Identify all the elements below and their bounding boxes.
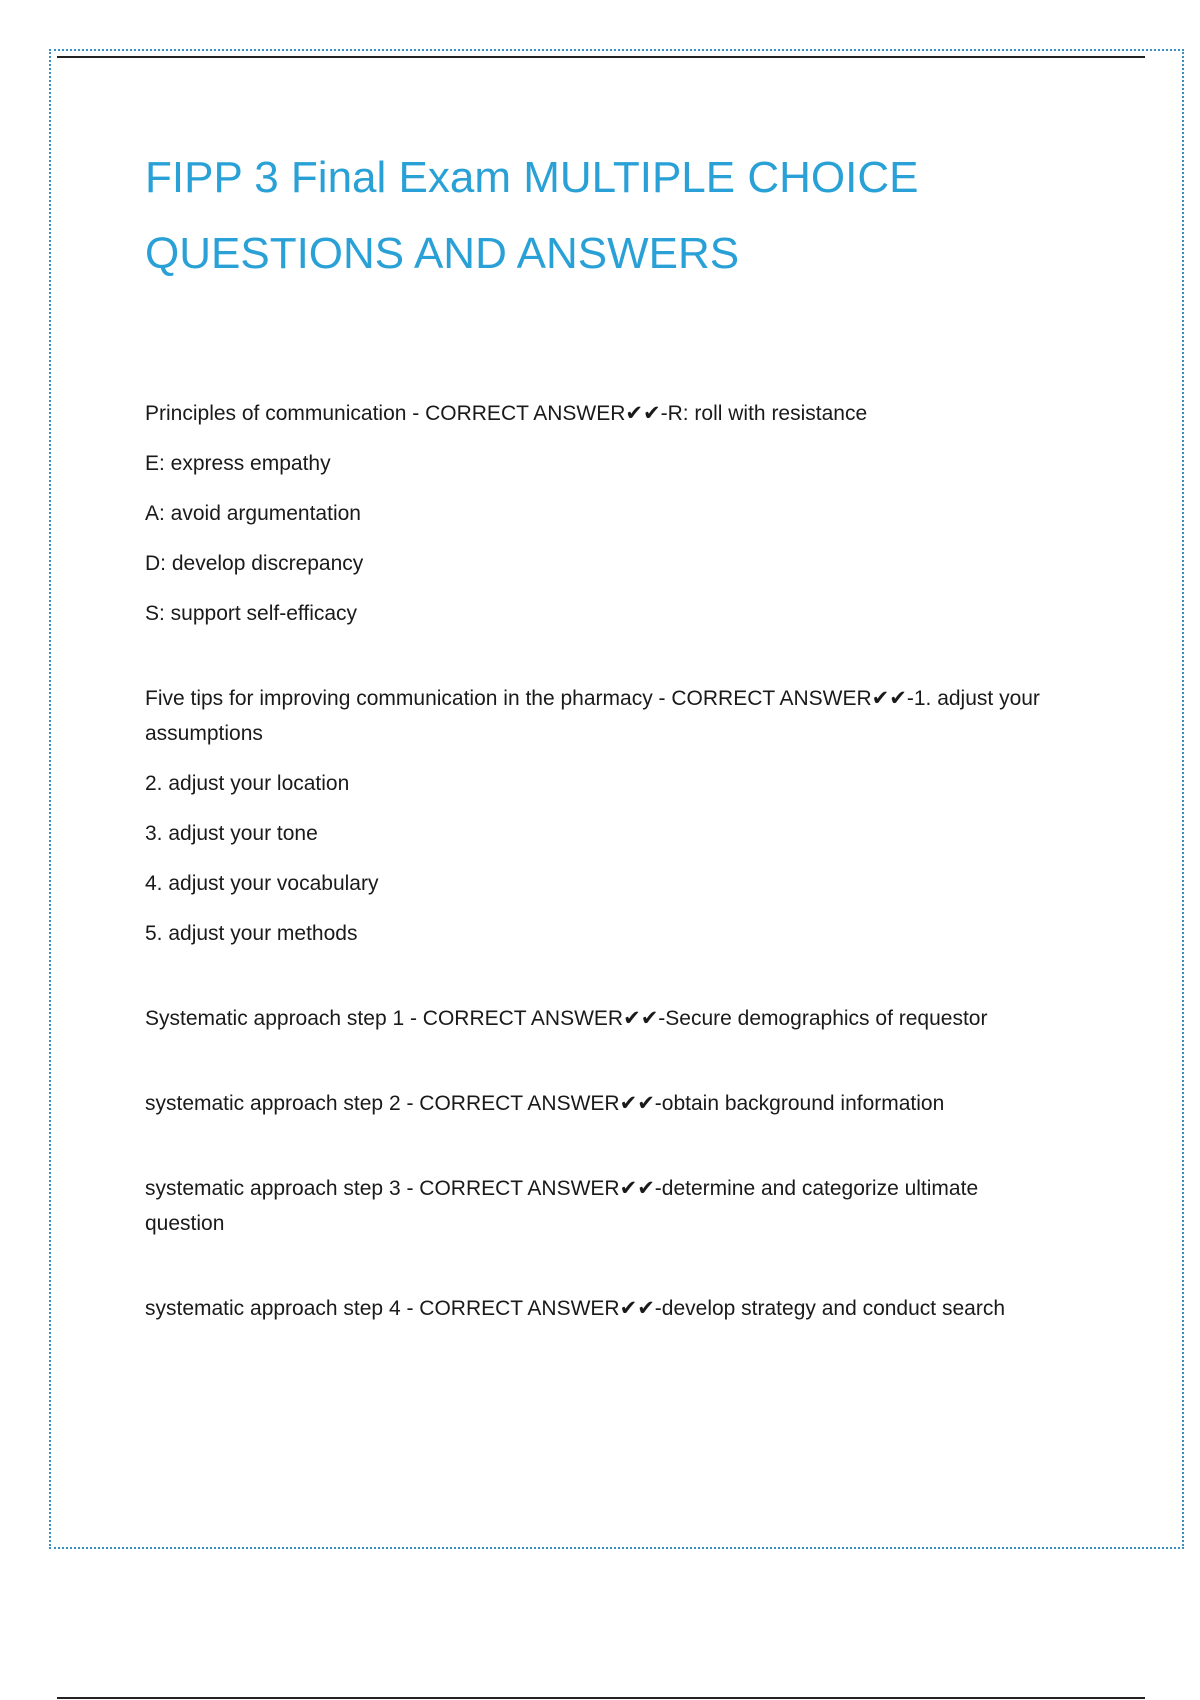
qa-answer-line: 4. adjust your vocabulary [145,872,379,895]
qa-content [145,396,1060,1326]
qa-answer-line: A: avoid argumentation [145,502,361,525]
qa-question: Principles of communication - CORRECT ANSWER✔✔-R: roll with resistance [145,402,868,425]
qa-answer-line: D: develop discrepancy [145,552,364,575]
qa-answer-line: S: support self-efficacy [145,602,358,625]
qa-question: systematic approach step 4 - CORRECT ANSWER✔✔-develop strategy and conduct search [145,1297,1005,1320]
qa-question: systematic approach step 2 - CORRECT ANSWER✔✔-obtain background information [145,1092,945,1115]
qa-answer-line: E: express empathy [145,452,331,475]
page-title: FIPP 3 Final Exam MULTIPLE CHOICE QUESTIONS AND ANSWERS [145,153,919,278]
qa-question: systematic approach step 3 - CORRECT ANSWER✔✔-determine and categorize ultimate question [145,1177,979,1235]
qa-item-step-4 [145,1291,1060,1326]
qa-item-principles [145,396,1060,631]
qa-item-step-2 [145,1086,1060,1121]
qa-question: Five tips for improving communication in the pharmacy - CORRECT ANSWER✔✔-1. adjust your assumptions [145,687,1040,745]
qa-question: Systematic approach step 1 - CORRECT ANSWER✔✔-Secure demographics of requestor [145,1007,988,1030]
qa-answer-line: 2. adjust your location [145,772,350,795]
qa-item-step-1 [145,1001,1060,1036]
qa-item-five-tips [145,681,1060,951]
qa-answer-line: 3. adjust your tone [145,822,318,845]
qa-answer-line: 5. adjust your methods [145,922,358,945]
qa-item-step-3 [145,1171,1060,1241]
footer-rule [57,1697,1145,1699]
